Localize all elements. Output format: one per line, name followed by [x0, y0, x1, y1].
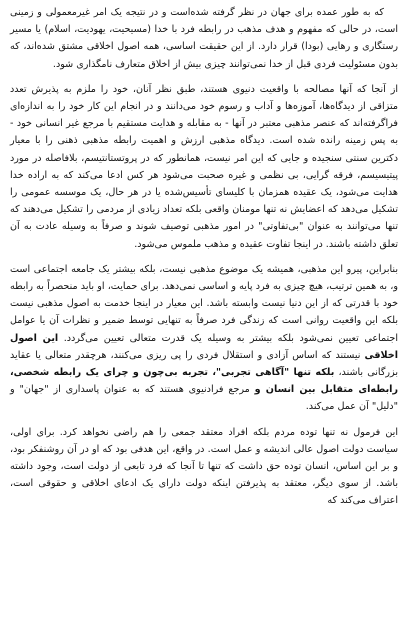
- paragraph-3-text-c: مرجع فرادنیوی هستند که به عنوان پاسداری از "جهان" و "دلیل" آن عمل می‌کند.: [10, 384, 398, 413]
- paragraph-3-bold-a: این اصول اخلاقی: [10, 332, 398, 361]
- paragraph-2-text: از آنجا که آنها مصالحه با واقعیت دنیوی هستند، طبق نظر آنان، خود را ملزم به پذیرش تعدد متزاقی از دیدگاه‌ها، آموزه‌ها و آداب و رسوم خود می‌دانند و در انجام این کار خود را به اندازه‌ای فراگرفته‌اند که عنصر مذهبی معتبر در آنها - به مقابله و هدایت مستقیم با مرجع غیر انسانی خود - به پس زمینه رانده شده است. دیدگاه مذهبی ارزش و اهمیت رابطه مذهبی ذهنی را با معیار دکترین سنتی سنجیده و جایی که این امر نیست، همانطور که در پروتستانتیسم، بلافاصله در مورد پیتیسیسم، فرقه گرایی، بی نظمی و غیره صحبت می‌شود هر کس ادعا می‌کند که به اراده خدا هدایت می‌شود، یک عقیده همزمان با کلیسای تأسیس‌شده یا در هر حال، یک موسسه عمومی را تشکیل می‌دهد که اعضایش نه تنها مومنان واقعی بلکه تعداد زیادی از مردمی را تشکیل می‌دهند که تنها می‌توانند به عنوان "بی‌تفاوتی" در امور مذهبی توصیف شوند و صرفاً به وسیله عادت به آن تعلق داشته باشند. در اینجا تفاوت عقیده و مذهب ملموس می‌شود.: [10, 83, 398, 250]
- paragraph-3: [10, 261, 398, 416]
- paragraph-2: [10, 81, 398, 253]
- paragraph-3-text-b: نیستند که اساس آزادی و استقلال فردی را پی ریزی می‌کنند، هرچقدر متعالی یا عقاید بزرگانی باشند،: [10, 349, 398, 379]
- paragraph-1-text: که به طور عمده برای جهان در نظر گرفته شده‌است و در نتیجه یک امر غیرمعمولی و زمینی است، در حالی که مفهوم و هدف مذهب در رابطه فرد با خدا (مسیحیت، یهودیت، اسلام) یا مسیر رستگاری و رهایی (بودا) قرار دارد. از این حقیقت اساسی، همه اصول اخلاقی مشتق شده‌اند، که بدون مسئولیت فردی قبل از خدا نمی‌توانند چیزی بیش از اخلاق متعارف نامگذاری شود.: [10, 7, 398, 70]
- paragraph-4: [10, 424, 398, 510]
- paragraph-4-text: این فرمول نه تنها توده مردم بلکه افراد معتقد جمعی را هم راضی نخواهد کرد. برای اولی، سیاست دولت اصول عالی اندیشه و عمل است. در واقع، این هدفی بود که او در آن روشنفکر بود، و بر این اساس، انسان توده حق داشت که تنها تا آنجا که فرد تابعی از دولت است، وجود داشته باشد. از سوی دیگر، معتقد به پذیرفتن اینکه دولت دارای یک ادعای اخلاقی و حقوقی است، اعتراف می‌کند که: [10, 426, 398, 507]
- paragraph-3-bold-b: بلکه تنها "آگاهی تجربی"، تجربه بی‌چون و چرای یک رابطه شخصی، رابطه‌ای متقابل بین انسان و: [10, 367, 398, 396]
- paragraph-3-text-a: بنابراین، پیرو این مذهبی، همیشه یک موضوع مذهبی نیست، بلکه بیشتر یک جامعه اجتماعی است و، به همین ترتیب، هیچ چیزی به فرد پایه و اساسی نمی‌دهد. برای حمایت، او باید منحصراً به رابطه خود با قدرتی که از این دنیا نیست وابسته باشد. این معیار در اینجا خدمت به اصول مذهبی نیست بلکه این واقعیت روانی است که زندگی فرد صرفاً به تنهایی توسط ضمیر و نظرات آن یا عوامل اجتماعی تعیین نمی‌شود بلکه بیشتر به وسیله یک قدرت متعالی تعیین می‌گردد.: [10, 263, 399, 344]
- paragraph-1: [10, 4, 398, 73]
